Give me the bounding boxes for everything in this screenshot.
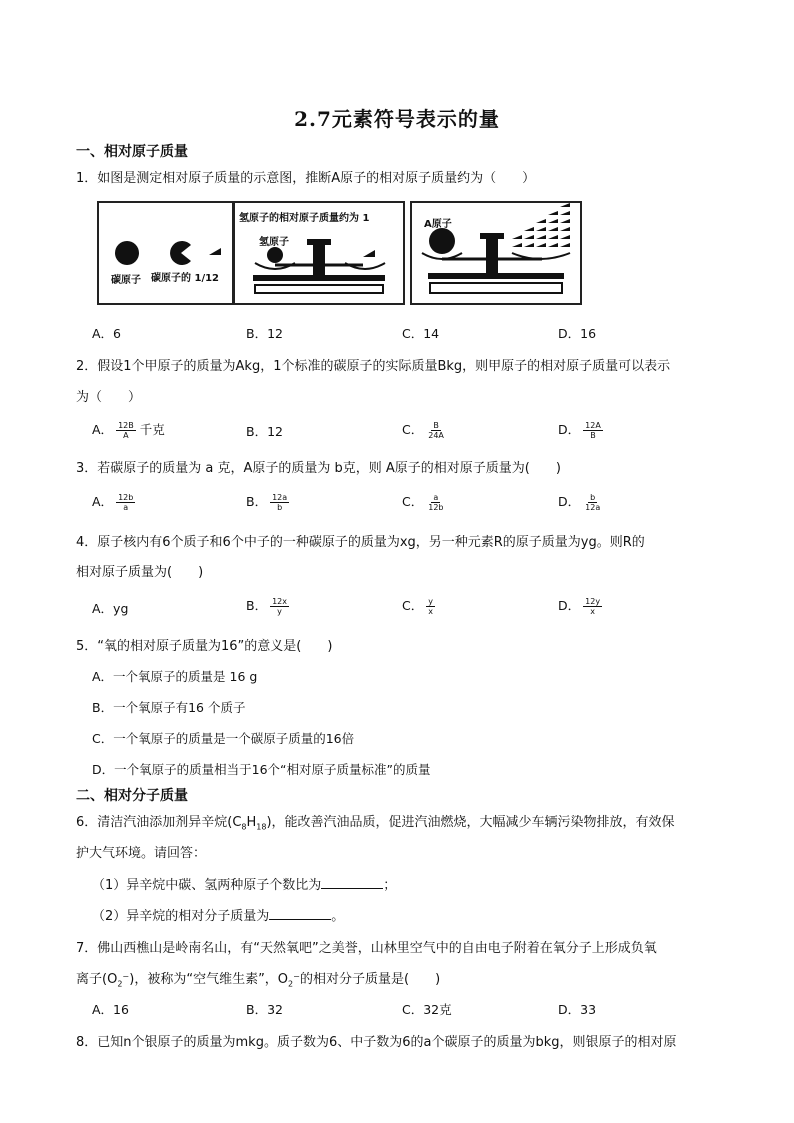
q3-option-d-fraction: [583, 493, 602, 512]
q3-option-b: [246, 492, 289, 512]
q2-option-a: [92, 420, 165, 440]
q5-option-a: A．一个氧原子的质量是 16 g: [92, 669, 258, 684]
carbon-twelfth-label: 碳原子的 1/12: [151, 273, 220, 284]
q3-option-a-fraction: [116, 493, 135, 512]
q3-option-b-letter: B．: [246, 494, 268, 509]
question-7-stem-line1: 7．佛山西樵山是岭南名山，有“天然氧吧”之美誉，山林里空气中的自由电子附着在氧分子上形成负氧: [76, 941, 657, 956]
fraction-numerator: 12A: [585, 421, 601, 430]
fraction-denominator: A: [123, 431, 129, 440]
fraction-denominator: x: [590, 607, 595, 616]
q7-option-b: B．32: [246, 1002, 283, 1017]
fraction-denominator: B: [590, 431, 596, 440]
q6-part-1-end: ；: [383, 878, 397, 893]
q5-option-b: B．一个氧原子有16 个质子: [92, 700, 246, 715]
q6-part-2-text: （2）异辛烷的相对分子质量为: [92, 909, 270, 924]
q4-option-b: [246, 596, 289, 616]
a-atom-label: A原子: [424, 219, 452, 230]
q7-option-c: C．32克: [402, 1002, 452, 1017]
fraction-numerator: y: [428, 597, 433, 606]
q6-part-1: [92, 874, 396, 893]
question-2-stem-line1: 2．假设1个甲原子的质量为Akg，1个标准的碳原子的实际质量Bkg，则甲原子的相对原子质量可以表示: [76, 359, 671, 374]
q1-option-a: A．6: [92, 326, 122, 341]
fraction-denominator: b: [277, 503, 283, 512]
q1-option-d: D．16: [558, 326, 597, 341]
fraction-denominator: y: [277, 607, 282, 616]
fraction-numerator: b: [590, 493, 596, 502]
q5-option-d: D．一个氧原子的质量相当于16个“相对原子质量标准”的质量: [92, 762, 431, 777]
fraction-numerator: B: [433, 421, 439, 430]
carbon-atom-label: 碳原子: [111, 275, 141, 286]
q4-option-d: [558, 596, 602, 616]
q4-option-b-fraction: [270, 597, 289, 616]
q6-text-part: 6．清洁汽油添加剂异辛烷(C: [76, 815, 242, 830]
answer-blank[interactable]: [321, 887, 383, 889]
question-4-stem-line2: 相对原子质量为( ): [76, 565, 204, 580]
q2-option-d-letter: D．: [558, 422, 581, 437]
q3-option-a: [92, 492, 135, 512]
figure-carbon-atom: [97, 201, 234, 305]
fraction-numerator: 12a: [272, 493, 288, 502]
page-title: 2.7元素符号表示的量: [294, 107, 500, 131]
q1-option-c: C．14: [402, 326, 440, 341]
q2-option-c-fraction: [426, 421, 446, 440]
fraction-numerator: 12y: [585, 597, 601, 606]
q7-option-a: A．16: [92, 1002, 129, 1017]
q2-option-a-letter: A．: [92, 422, 114, 437]
q2-option-d-fraction: [583, 421, 603, 440]
q7-text-part: ⁻的相对分子质量是( ): [293, 972, 441, 987]
question-3-stem: 3．若碳原子的质量为 a 克，A原子的质量为 b克，则 A原子的相对原子质量为( ): [76, 461, 561, 476]
subscript: 8: [241, 822, 247, 832]
q4-option-c-fraction: [426, 597, 435, 616]
question-5-stem: 5．“氧的相对原子质量为16”的意义是( ): [76, 639, 333, 654]
q2-option-c: [402, 420, 446, 440]
q2-option-a-fraction: [116, 421, 136, 440]
carbon-atom-diagram: [99, 203, 232, 303]
fraction-numerator: 12B: [118, 421, 134, 430]
subscript: 2: [288, 979, 294, 989]
question-6-stem-line1: [76, 811, 675, 832]
question-8-stem-line1: 8．已知n个银原子的质量为mkg。质子数为6、中子数为6的a个碳原子的质量为bkg，则银原子的相对原: [76, 1035, 677, 1050]
q1-option-b: B．12: [246, 326, 283, 341]
fraction-denominator: 12a: [585, 503, 601, 512]
question-7-stem-line2: [76, 968, 440, 989]
q3-option-c: [402, 492, 446, 512]
q4-option-c-letter: C．: [402, 598, 424, 613]
q3-option-b-fraction: [270, 493, 289, 512]
question-1-stem: 1．如图是测定相对原子质量的示意图，推断A原子的相对原子质量约为（ ）: [76, 171, 536, 186]
subscript: 18: [256, 822, 267, 832]
subscript: 2: [117, 979, 123, 989]
question-6-stem-line2: 护大气环境。请回答：: [76, 846, 207, 861]
question-2-stem-line2: 为（ ）: [76, 390, 142, 405]
q3-option-d: [558, 492, 602, 512]
q6-text-part: )，能改善汽油品质，促进汽油燃烧，大幅减少车辆污染物排放，有效保: [266, 815, 675, 830]
q4-option-b-letter: B．: [246, 598, 268, 613]
fraction-denominator: a: [123, 503, 129, 512]
q5-option-c: C．一个氧原子的质量是一个碳原子质量的16倍: [92, 731, 355, 746]
hydrogen-mass-caption: 氢原子的相对原子质量约为 1: [239, 213, 370, 224]
q7-option-d: D．33: [558, 1002, 597, 1017]
question-4-stem-line1: 4．原子核内有6个质子和6个中子的一种碳原子的质量为xg，另一种元素R的原子质量为yg。则R的: [76, 535, 645, 550]
section-heading-2: 二、相对分子质量: [76, 788, 188, 804]
q4-option-a: A．yg: [92, 601, 129, 616]
q7-text-part: ⁻)，被称为“空气维生素”，O: [122, 972, 289, 987]
q2-option-d: [558, 420, 603, 440]
fraction-numerator: 12b: [118, 493, 134, 502]
q4-option-c: [402, 596, 435, 616]
hydrogen-atom-label: 氢原子: [259, 237, 289, 248]
figure-a-atom-balance: [410, 201, 582, 305]
q6-text-part: H: [246, 815, 257, 830]
q3-option-c-fraction: [426, 493, 445, 512]
q6-part-2-end: 。: [331, 909, 345, 924]
q6-part-1-text: （1）异辛烷中碳、氢两种原子个数比为: [92, 878, 322, 893]
q3-option-a-letter: A．: [92, 494, 114, 509]
fraction-numerator: a: [433, 493, 439, 502]
fraction-numerator: 12x: [272, 597, 287, 606]
fraction-denominator: 24A: [428, 431, 444, 440]
q4-option-d-fraction: [583, 597, 602, 616]
fraction-denominator: 12b: [428, 503, 444, 512]
q4-option-d-letter: D．: [558, 598, 581, 613]
q6-part-2: [92, 905, 344, 924]
fraction-denominator: x: [428, 607, 433, 616]
q3-option-c-letter: C．: [402, 494, 424, 509]
q7-text-part: 离子(O: [76, 972, 118, 987]
q3-option-d-letter: D．: [558, 494, 581, 509]
q2-option-b: B．12: [246, 424, 283, 439]
q2-option-a-unit: 千克: [135, 422, 165, 437]
figure-hydrogen-balance: [233, 201, 405, 305]
section-heading-1: 一、相对原子质量: [76, 144, 188, 160]
q2-option-c-letter: C．: [402, 422, 424, 437]
answer-blank[interactable]: [269, 918, 331, 920]
